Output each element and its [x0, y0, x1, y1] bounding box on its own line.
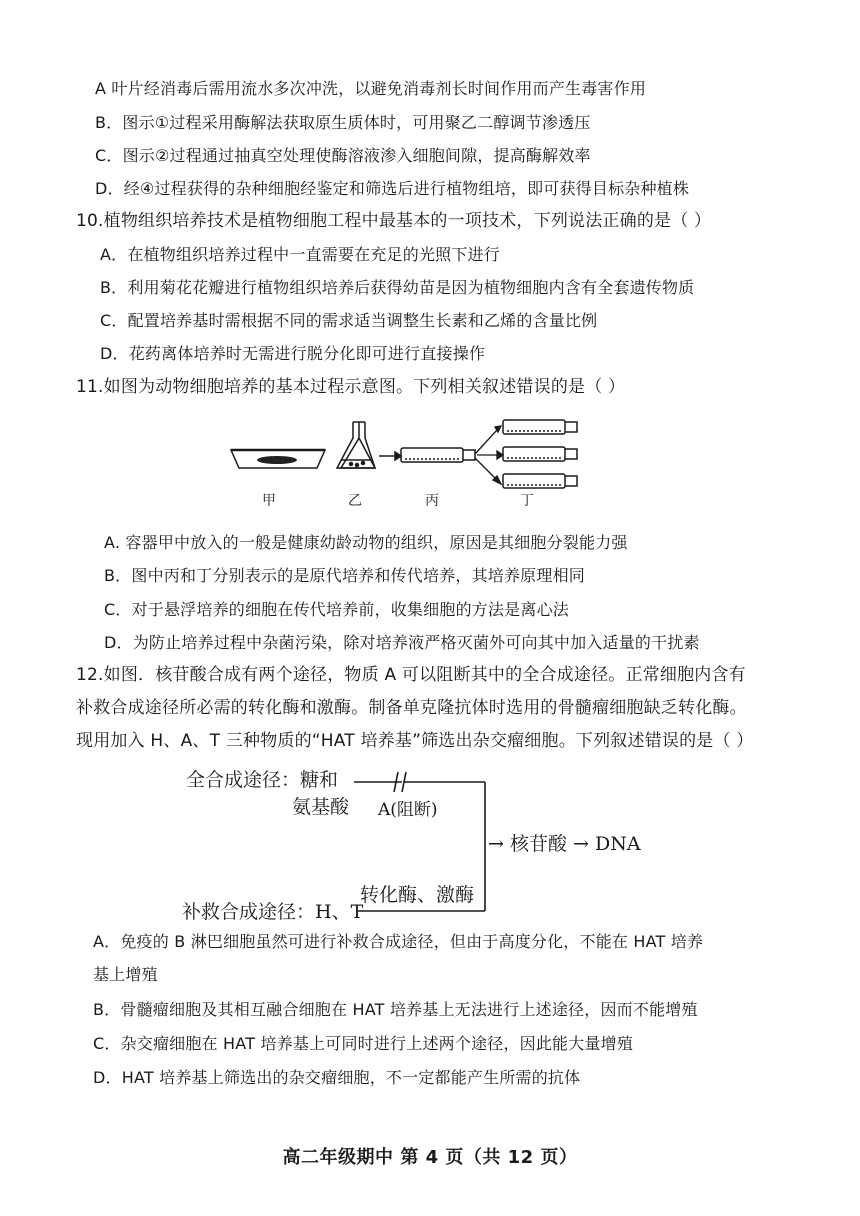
figure-label-yi: 乙 [348, 493, 362, 509]
figure-label-jia: 甲 [262, 493, 276, 509]
q9-option-d: D．经④过程获得的杂种细胞经鉴定和筛选后进行植物组培，即可获得目标杂种植株 [95, 179, 690, 198]
q12-option-a-line2: 基上增殖 [93, 965, 158, 984]
q11-option-a: A. 容器甲中放入的一般是健康幼龄动物的组织，原因是其细胞分裂能力强 [104, 533, 628, 552]
q10-stem: 10.植物组织培养技术是植物细胞工程中最基本的一项技术，下列说法正确的是（ ） [76, 211, 712, 231]
enzymes-label: 转化酶、激酶 [360, 884, 475, 906]
q9-option-b: B．图示①过程采用酶解法获取原生质体时，可用聚乙二醇调节渗透压 [95, 113, 591, 132]
bottles-ding [503, 420, 577, 488]
q12-option-a-line1: A．免疫的 B 淋巴细胞虽然可进行补救合成途径，但由于高度分化，不能在 HAT 培养 [93, 932, 704, 951]
animal-cell-culture-figure [225, 418, 585, 498]
q12-stem-line1: 12.如图．核苷酸合成有两个途径，物质 A 可以阻断其中的全合成途径。正常细胞内含有 [76, 665, 746, 685]
pathway-result: → 核苷酸 → DNA [488, 833, 641, 855]
q12-stem-line2: 补救合成途径所必需的转化酶和激酶。制备单克隆抗体时选用的骨髓瘤细胞缺乏转化酶。 [76, 698, 747, 718]
flask-yi [337, 422, 375, 468]
q9-option-a: A 叶片经消毒后需用流水多次冲洗，以避免消毒剂长时间作用而产生毒害作用 [95, 79, 647, 98]
dish-jia [231, 450, 325, 468]
q10-option-c: C．配置培养基时需根据不同的需求适当调整生长素和乙烯的含量比例 [100, 311, 598, 330]
q12-option-d: D．HAT 培养基上筛选出的杂交瘤细胞，不一定都能产生所需的抗体 [93, 1068, 581, 1087]
figure-label-ding: 丁 [520, 493, 534, 509]
bottle-bing [401, 448, 475, 462]
full-synthesis-substrate: 氨基酸 [292, 796, 350, 818]
q11-option-c: C．对于悬浮培养的细胞在传代培养前，收集细胞的方法是离心法 [104, 600, 569, 619]
q9-option-c: C．图示②过程通过抽真空处理使酶溶液渗入细胞间隙，提高酶解效率 [95, 146, 591, 165]
salvage-path-label: 补救合成途径：H、T [182, 901, 364, 923]
q12-option-c: C．杂交瘤细胞在 HAT 培养基上可同时进行上述两个途径，因此能大量增殖 [93, 1034, 634, 1053]
nucleotide-pathway-lines [340, 768, 490, 918]
q12-option-b: B．骨髓瘤细胞及其相互融合细胞在 HAT 培养基上无法进行上述途径，因而不能增殖 [93, 1000, 698, 1019]
figure-label-bing: 丙 [425, 493, 439, 509]
q10-option-b: B．利用菊花花瓣进行植物组织培养后获得幼苗是因为植物细胞内含有全套遗传物质 [100, 278, 695, 297]
q10-option-a: A．在植物组织培养过程中一直需要在充足的光照下进行 [100, 245, 500, 264]
q11-stem: 11.如图为动物细胞培养的基本过程示意图。下列相关叙述错误的是（ ） [76, 377, 626, 397]
blocker-label: A(阻断) [378, 800, 438, 820]
q11-option-b: B．图中丙和丁分别表示的是原代培养和传代培养，其培养原理相同 [104, 566, 585, 585]
q11-option-d: D．为防止培养过程中杂菌污染，除对培养液严格灭菌外可向其中加入适量的干扰素 [104, 633, 700, 652]
q10-option-d: D．花药离体培养时无需进行脱分化即可进行直接操作 [100, 344, 486, 363]
page-footer: 高二年级期中 第 4 页（共 12 页） [282, 1147, 578, 1168]
full-synthesis-path-label: 全合成途径：糖和 [186, 769, 339, 791]
q12-stem-line3: 现用加入 H、A、T 三种物质的“HAT 培养基”筛选出杂交瘤细胞。下列叙述错误的是（ ） [76, 731, 754, 751]
